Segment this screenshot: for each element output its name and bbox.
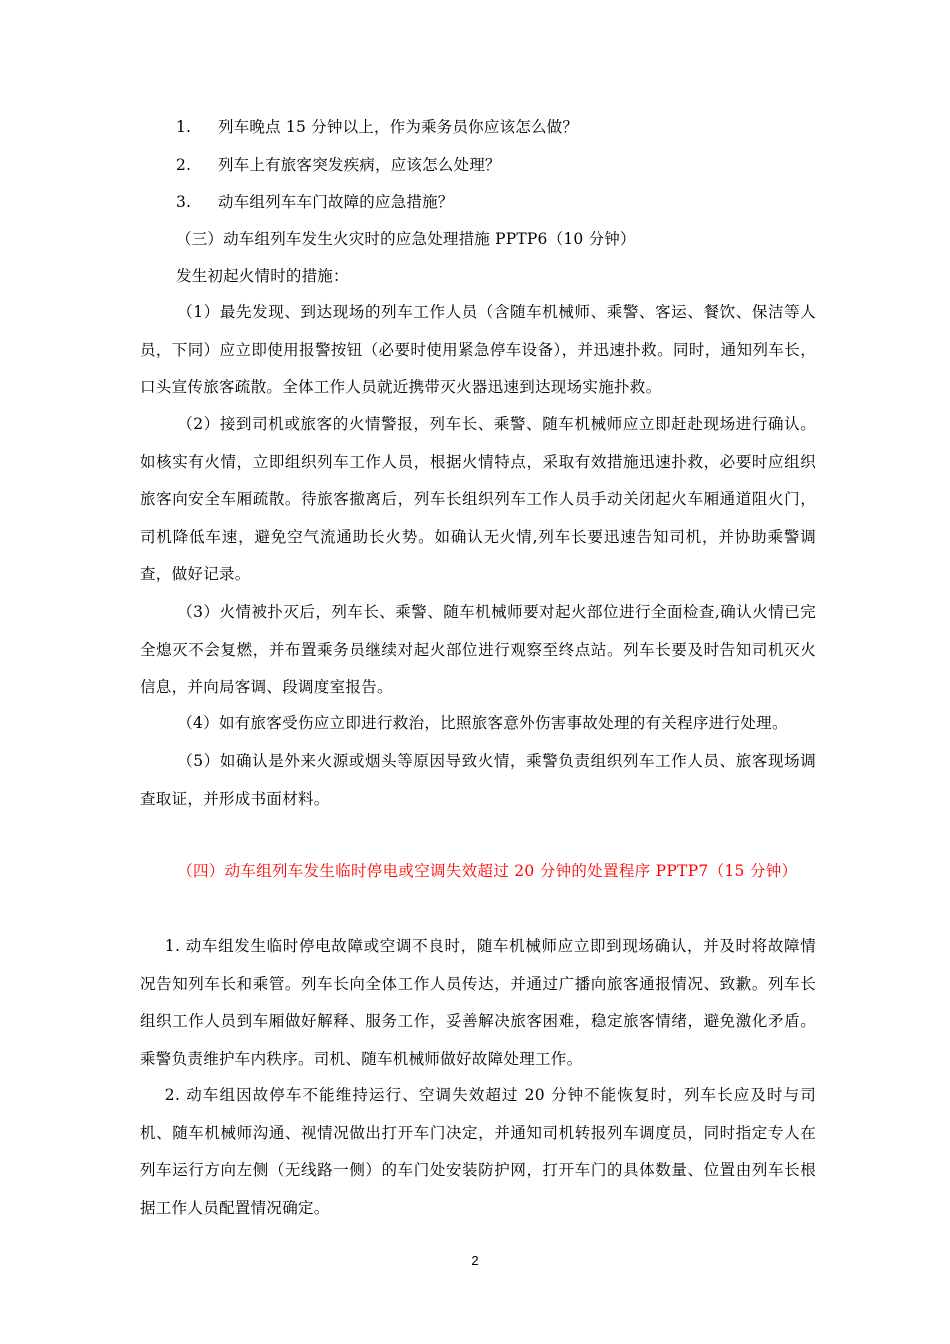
body-paragraph: （2）接到司机或旅客的火情警报，列车长、乘警、随车机械师应立即赶赴现场进行确认。如核实有火情，立即组织列车工作人员，根据火情特点，采取有效措施迅速扑救，必要时应组织旅客向安全车厢疏散。待旅客撤离后，列车长组织列车工作人员手动关闭起火车厢通道阻火门，司机降低车速，避免空气流通助长火势。如确认无火情,列车长要迅速告知司机，并协助乘警调查，做好记录。 <box>140 415 816 583</box>
page-number: 2 <box>471 1253 479 1268</box>
body-paragraph: （5）如确认是外来火源或烟头等原因导致火情，乘警负责组织列车工作人员、旅客现场调查取证，并形成书面材料。 <box>140 752 816 808</box>
question-item <box>176 117 578 137</box>
question-text: 列车上有旅客突发疾病，应该怎么处理？ <box>218 156 501 174</box>
question-number: 1. <box>176 118 192 136</box>
body-paragraph: 2. 动车组因故停车不能维持运行、空调失效超过 20 分钟不能恢复时，列车长应及时与司机、随车机械师沟通、视情况做出打开车门决定，并通知司机转报列车调度员，同时指定专人在列车运行方向左侧（无线路一侧）的车门处安装防护网，打开车门的具体数量、位置由列车长根据工作人员配置情况确定。 <box>140 1086 816 1217</box>
section-heading-red: （四）动车组列车发生临时停电或空调失效超过 20 分钟的处置程序 PPTP7（15 分钟） <box>177 862 798 880</box>
section-subheading: 发生初起火情时的措施： <box>176 267 349 285</box>
body-paragraph: （3）火情被扑灭后，列车长、乘警、随车机械师要对起火部位进行全面检查,确认火情已完全熄灭不会复燃，并布置乘务员继续对起火部位进行观察至终点站。列车长要及时告知司机灭火信息，并向局客调、段调度室报告。 <box>140 603 816 696</box>
body-paragraph: （4）如有旅客受伤应立即进行救治，比照旅客意外伤害事故处理的有关程序进行处理。 <box>177 714 788 732</box>
body-paragraph: （1）最先发现、到达现场的列车工作人员（含随车机械师、乘警、客运、餐饮、保洁等人员，下同）应立即使用报警按钮（必要时使用紧急停车设备），并迅速扑救。同时，通知列车长，口头宣传旅客疏散。全体工作人员就近携带灭火器迅速到达现场实施扑救。 <box>140 303 816 396</box>
question-text: 动车组列车车门故障的应急措施？ <box>218 193 454 211</box>
question-item <box>176 155 501 175</box>
question-text: 列车晚点 15 分钟以上，作为乘务员你应该怎么做？ <box>218 118 579 136</box>
section-heading: （三）动车组列车发生火灾时的应急处理措施 PPTP6（10 分钟） <box>176 230 636 248</box>
question-number: 3. <box>176 193 192 211</box>
question-number: 2. <box>176 156 192 174</box>
body-paragraph: 1. 动车组发生临时停电故障或空调不良时，随车机械师应立即到现场确认，并及时将故障情况告知列车长和乘管。列车长向全体工作人员传达，并通过广播向旅客通报情况、致歉。列车长组织工作人员到车厢做好解释、服务工作，妥善解决旅客困难，稳定旅客情绪，避免激化矛盾。乘警负责维护车内秩序。司机、随车机械师做好故障处理工作。 <box>140 937 816 1068</box>
question-item <box>176 192 454 212</box>
